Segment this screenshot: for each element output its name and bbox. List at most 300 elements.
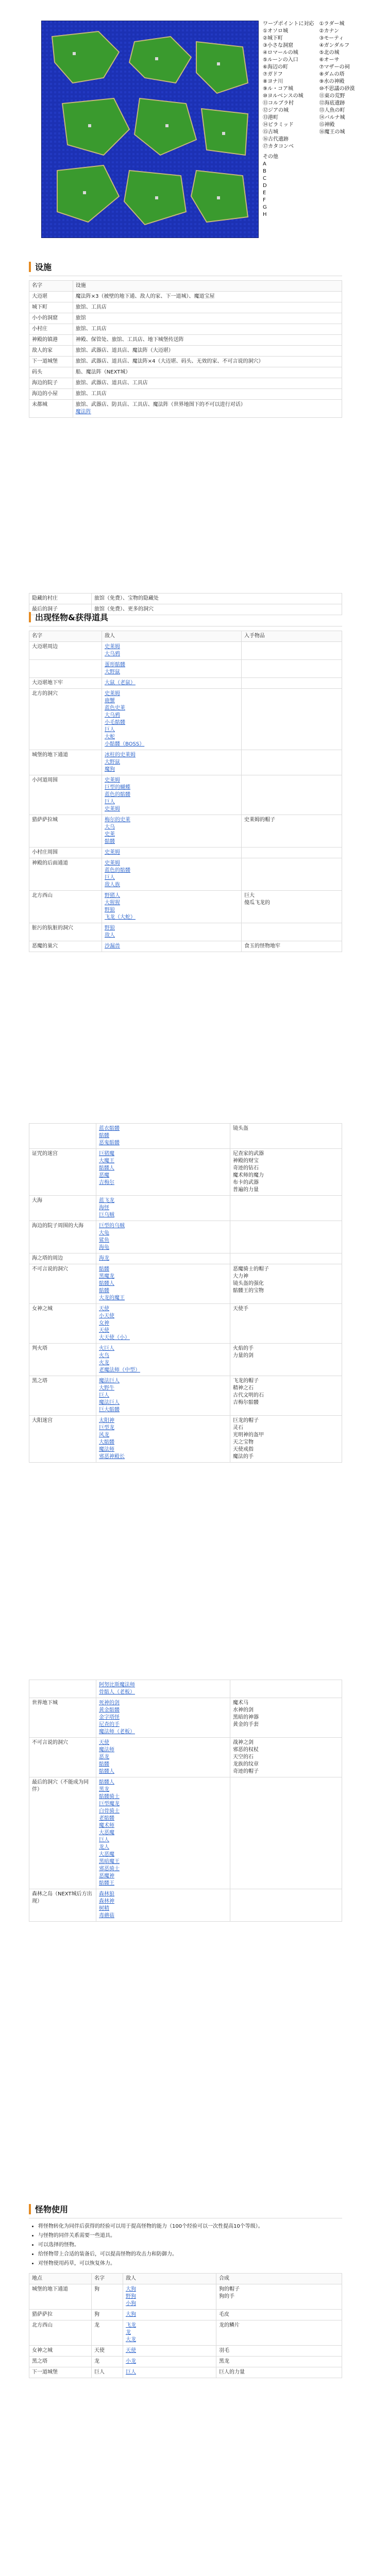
- use-enemies: [123, 2284, 216, 2310]
- use-enemies: [123, 2310, 216, 2320]
- monster-place: 森林之岛（NEXT城后方出现）: [29, 1889, 96, 1922]
- enemy-link[interactable]: 巨人: [105, 875, 115, 880]
- facility-name: 神殿的镇港: [29, 335, 73, 346]
- enemy-link[interactable]: 黄金骷髅: [99, 1707, 120, 1713]
- facility-list: 旅馆（免费）、更多的洞穴: [92, 604, 342, 615]
- table-row: [29, 848, 342, 858]
- facility-name: 隐藏的村庄: [29, 594, 92, 604]
- monster-enemies: [96, 1304, 230, 1344]
- monster-enemies: [96, 1777, 230, 1889]
- enemy-link[interactable]: 大魔王: [99, 1158, 114, 1164]
- enemy-link[interactable]: 死神的剑: [99, 1700, 120, 1706]
- enemy-link[interactable]: 骷髅人: [99, 1281, 114, 1286]
- monster-enemies: [96, 1698, 230, 1738]
- table-row: [29, 1149, 342, 1196]
- enemy-link[interactable]: 黑魔龙: [99, 1274, 114, 1279]
- monster-enemies: [102, 775, 242, 815]
- table-row: [29, 400, 342, 418]
- legend-entry: ⑤北の城: [319, 50, 340, 56]
- monster-enemies: [102, 678, 242, 689]
- use-name: 狗: [92, 2284, 123, 2310]
- enemy-link[interactable]: 野狼: [105, 925, 115, 931]
- legend-entry: ⑥オーサ: [319, 57, 340, 63]
- facility-list: 旅馆、工具店: [73, 302, 342, 313]
- enemy-link[interactable]: 海龙: [99, 1256, 109, 1261]
- table-row: [29, 2310, 342, 2320]
- table-row: [29, 2320, 342, 2346]
- facility-list: 船、魔法阵（NEXT城）: [73, 367, 342, 378]
- enemy-link[interactable]: 大骷髅: [99, 1439, 114, 1445]
- table-row: [29, 367, 342, 378]
- legend-entry: F: [263, 197, 266, 203]
- enemy-link[interactable]: 巨型龙: [99, 1425, 114, 1431]
- enemy-link[interactable]: 野狼: [105, 907, 115, 913]
- monster-items: 尼查家的武器 神殿的财宝 奇迹的钻石 魔术师的魔力 布卡的武器 普遍的力量: [230, 1149, 342, 1196]
- enemy-link[interactable]: 恶龙: [99, 1754, 109, 1760]
- enemy-link[interactable]: 魔狗: [105, 767, 115, 772]
- monster-enemies: [96, 1264, 230, 1304]
- note-item: • 将怪物转化为同伴后获得的经验可以用于提高怪物的能力（100个经验可以一次性提高10个等级）。: [38, 2223, 342, 2231]
- enemy-link[interactable]: 小骷髅（BOSS）: [105, 741, 145, 747]
- facility-name: 小村庄: [29, 324, 73, 335]
- enemy-link[interactable]: 史莱姆: [105, 806, 120, 812]
- facility-list: 旅馆、工具店: [73, 324, 342, 335]
- note-item: • 对怪物使用药草，可以恢复体力。: [38, 2260, 342, 2268]
- enemy-link[interactable]: 树精: [99, 1906, 109, 1911]
- facility-name: 大迈堪: [29, 292, 73, 302]
- enemy-link[interactable]: 巨人: [99, 1837, 109, 1843]
- monster-enemies: [96, 1221, 230, 1253]
- enemy-link[interactable]: 邪恶骑士: [99, 1866, 120, 1872]
- monster-use-table: [29, 2273, 342, 2378]
- monster-enemies: [102, 848, 242, 858]
- enemy-link[interactable]: 大蛇: [105, 734, 115, 740]
- facility-name: 海边的院子: [29, 378, 73, 389]
- enemy-link[interactable]: 天使: [99, 1740, 109, 1745]
- enemy-link[interactable]: 尼查的手: [99, 1722, 120, 1727]
- enemy-link[interactable]: 大乌: [105, 824, 115, 830]
- enemy-link[interactable]: 大龙的魔王: [99, 1295, 125, 1301]
- monster-items: [230, 1196, 342, 1221]
- table-row: [29, 923, 342, 941]
- monster-place: 不可言说的洞穴: [29, 1264, 96, 1304]
- enemy-link[interactable]: 天使: [126, 2348, 136, 2353]
- enemy-link[interactable]: 吉梅尔: [99, 1180, 114, 1185]
- enemy-link[interactable]: 飞龙: [126, 2323, 136, 2328]
- monster-items: [242, 660, 342, 678]
- enemy-link[interactable]: 蛋形骷髅: [105, 662, 125, 668]
- table-row: [29, 1889, 342, 1922]
- table-row: [29, 1124, 342, 1149]
- monster-items: [242, 642, 342, 660]
- enemy-link[interactable]: 鹿蟹: [105, 698, 115, 704]
- monsters-section: [29, 608, 342, 952]
- enemy-link[interactable]: 巨人: [99, 1393, 109, 1398]
- enemy-link[interactable]: 巨型的乌贼: [99, 1223, 125, 1229]
- map-area: [41, 21, 355, 247]
- use-place: 猎萨萨拉: [29, 2310, 92, 2320]
- enemy-link[interactable]: 魔法巨人: [99, 1400, 120, 1405]
- monster-enemies: [96, 1124, 230, 1149]
- monster-items: [242, 848, 342, 858]
- enemy-link[interactable]: 黑龙: [99, 1787, 109, 1792]
- enemy-link[interactable]: 大乌鸦: [105, 651, 120, 657]
- monster-items: [230, 1889, 342, 1922]
- use-place: 北方西山: [29, 2320, 92, 2346]
- legend-entry: ⑰カタコンベ: [263, 144, 294, 149]
- facility-name: 下一道城堡: [29, 357, 73, 367]
- enemy-link[interactable]: 毒蘑菇: [99, 1913, 114, 1919]
- monster-place: 北方的洞穴: [29, 689, 102, 750]
- table-row: [29, 1264, 342, 1304]
- enemy-link[interactable]: 天使: [99, 1328, 109, 1333]
- enemy-link[interactable]: 金字塔怪: [99, 1715, 120, 1720]
- enemy-link[interactable]: 史莱: [105, 832, 115, 837]
- enemy-link[interactable]: 骷髅人: [99, 1780, 114, 1785]
- enemy-link[interactable]: 骷髅人: [99, 1769, 114, 1774]
- monster-enemies: [102, 750, 242, 775]
- monster-place: 判火塔: [29, 1344, 96, 1376]
- monster-items: [230, 1777, 342, 1889]
- table-row: [29, 378, 342, 389]
- monster-place: 大迈堪周边: [29, 642, 102, 660]
- enemy-link[interactable]: 史莱姆: [105, 777, 120, 783]
- enemy-link[interactable]: 敌人族: [105, 882, 120, 888]
- enemy-link[interactable]: 魔法师: [99, 1747, 114, 1753]
- table-row: [29, 335, 342, 346]
- legend-entry: ⑫ジアの城: [263, 108, 289, 113]
- legend-entry: ⑩ヨルベンスの城: [263, 93, 303, 99]
- enemy-link[interactable]: 森林神: [99, 1899, 114, 1904]
- enemy-link[interactable]: 巨人: [105, 799, 115, 805]
- monster-items: [242, 923, 342, 941]
- monster-items: 战神之剑 邪恶的权杖 天空的石 龙族的纹章 奇迹的帽子: [230, 1738, 342, 1777]
- enemy-link[interactable]: 太阳神: [99, 1418, 114, 1423]
- enemy-link[interactable]: 大天使（小）: [99, 1335, 130, 1341]
- monster-place: 脏污的肮脏的洞穴: [29, 923, 102, 941]
- monster-place: 世界地下城: [29, 1698, 96, 1738]
- enemy-link[interactable]: 骷髅: [99, 1266, 109, 1272]
- table-row: [29, 1416, 342, 1463]
- enemy-link[interactable]: 龙人: [99, 1844, 109, 1850]
- facility-name: 最后的洞子: [29, 604, 92, 615]
- enemy-link[interactable]: 飞龙（大蛇）: [105, 914, 136, 920]
- monster-enemies: [102, 642, 242, 660]
- enemy-link[interactable]: 大乌鸦: [105, 713, 120, 718]
- enemy-link[interactable]: 女神: [99, 1320, 109, 1326]
- monster-items: 飞龙的帽子 精神之石 古代文明的石 吉梅尔骷髅: [230, 1376, 342, 1416]
- legend-entry: ⑦ガドフ: [263, 72, 283, 77]
- use-name: 狗: [92, 2310, 123, 2320]
- legend-entry: ⑭バルナ城: [319, 115, 345, 121]
- legend-entry: ⑧ヨナ川: [263, 79, 283, 84]
- enemy-link[interactable]: 巨猪魔: [99, 1151, 114, 1157]
- legend-entry: ⑮神殿: [319, 122, 335, 128]
- enemy-link[interactable]: 海怪: [99, 1205, 109, 1211]
- use-enemies: [123, 2357, 216, 2367]
- enemy-link[interactable]: 大猩猩: [105, 900, 120, 906]
- enemy-link[interactable]: 鲨鱼: [99, 1238, 109, 1243]
- enemy-link[interactable]: 大龙: [126, 2337, 136, 2343]
- monster-place: [29, 1680, 96, 1698]
- legend-entry: ⑨水の神殿: [319, 79, 345, 84]
- enemy-link[interactable]: 骷髅骑士: [99, 1794, 120, 1800]
- enemy-link[interactable]: 梅尔的史莱: [105, 817, 130, 823]
- enemy-link[interactable]: 小毛骷髅: [105, 720, 125, 725]
- enemy-link[interactable]: 骷髅王: [99, 1880, 114, 1886]
- table-row: [29, 346, 342, 357]
- use-place: 女神之城: [29, 2346, 92, 2357]
- enemy-link[interactable]: 骷髅: [99, 1133, 109, 1139]
- use-enemies: [123, 2346, 216, 2357]
- table-row: [29, 2367, 342, 2378]
- monster-place: 神殿的后面通道: [29, 858, 102, 891]
- monster-use-notes: [29, 2223, 342, 2268]
- legend-entry: ②カナン: [319, 28, 339, 34]
- table-row: [29, 1253, 342, 1264]
- enemy-link[interactable]: 大龟: [99, 1230, 109, 1236]
- monster-place: 大迈堪地下牢: [29, 678, 102, 689]
- legend-extra-column: [263, 154, 340, 218]
- enemy-link[interactable]: 龙: [126, 2330, 131, 2335]
- enemy-link[interactable]: 白骨骑士: [99, 1808, 120, 1814]
- monsters-header: [29, 608, 342, 626]
- table-row: [29, 357, 342, 367]
- table-row: [29, 2284, 342, 2310]
- enemy-link[interactable]: 恶魔: [99, 1173, 109, 1178]
- monster-place: [29, 660, 102, 678]
- enemy-link[interactable]: 恶鬼骷髅: [99, 1140, 120, 1146]
- enemy-link[interactable]: 史莱姆: [105, 644, 120, 650]
- monster-place: 小村庄周围: [29, 848, 102, 858]
- monster-place: [29, 1124, 96, 1149]
- table-row: [29, 1698, 342, 1738]
- enemy-link[interactable]: 骨骷人（老板）: [99, 1689, 135, 1695]
- facility-list: 旅馆: [73, 313, 342, 324]
- note-item: • 可以选择的怪物。: [38, 2241, 342, 2249]
- table-row: [29, 302, 342, 313]
- facilities-title: 设施: [35, 262, 52, 272]
- legend-entry: A: [263, 161, 266, 167]
- enemy-link[interactable]: 小狗: [126, 2301, 136, 2307]
- table-row: [29, 1221, 342, 1253]
- legend-entry: ②城下町: [263, 36, 283, 41]
- facilities-col-facility: 设施: [73, 281, 342, 292]
- monster-place: 城堡的地下通道: [29, 750, 102, 775]
- enemy-link[interactable]: 阿努比斯魔法师: [99, 1682, 135, 1688]
- use-result: 龙的鳞片: [216, 2320, 342, 2346]
- table-row: [29, 324, 342, 335]
- monster-place: 海之塔的周边: [29, 1253, 96, 1264]
- enemy-link[interactable]: 骷髅人: [99, 1165, 114, 1171]
- enemy-link[interactable]: 蓝衣骷髅: [99, 1126, 120, 1131]
- legend-entry: ⑪コルブラ村: [263, 100, 294, 106]
- enemy-link[interactable]: 魔法巨人: [99, 1378, 120, 1384]
- enemy-link[interactable]: 大鼠（老鼠）: [105, 680, 136, 686]
- facility-list: 旅馆、武器店、道具店、魔法阵×4（大迈堪、码头、无效的家、不可言说的洞穴）: [73, 357, 342, 367]
- monster-items: [242, 858, 342, 891]
- legend-entry: ①ラダー城: [319, 21, 345, 27]
- monsters-title: 出现怪物&获得道具: [35, 613, 108, 622]
- enemy-link[interactable]: 巨人: [105, 727, 115, 733]
- enemy-link[interactable]: 黑暗魔王: [99, 1859, 120, 1865]
- enemy-link[interactable]: 邪恶神殿长: [99, 1454, 125, 1460]
- legend-entry: ⑨ル・コア城: [263, 86, 293, 92]
- enemy-link[interactable]: 蓝色的骷髅: [105, 868, 130, 873]
- use-result: 狗的帽子 狗的手: [216, 2284, 342, 2310]
- section-accent: [29, 2204, 31, 2214]
- legend-entry: ⑬人魚の町: [319, 108, 345, 113]
- facility-name: 海边的小屋: [29, 389, 73, 400]
- monsters-table: [29, 631, 342, 952]
- facility-name: 码头: [29, 367, 73, 378]
- enemy-link[interactable]: 魔法师（老板）: [99, 1729, 135, 1735]
- enemy-link[interactable]: 巨乌贼: [99, 1212, 114, 1218]
- monster-enemies: [102, 660, 242, 678]
- legend-entry: D: [263, 183, 267, 189]
- legend-right-column: [319, 21, 355, 150]
- enemy-link[interactable]: 巨型的蝴蝶: [105, 785, 130, 790]
- enemy-link[interactable]: 史莱姆: [105, 691, 120, 697]
- monsters-table-2: [29, 1123, 342, 1463]
- monster-place: 小河道周围: [29, 775, 102, 815]
- enemy-link[interactable]: 森林狼: [99, 1891, 114, 1897]
- mu-col-result: 合成: [216, 2274, 342, 2284]
- enemy-link[interactable]: 火龙: [99, 1360, 109, 1366]
- legend-entry: ⑬港町: [263, 115, 278, 121]
- enemy-link[interactable]: 蓝色的骷髅: [105, 792, 130, 798]
- monster-items: 天使手: [230, 1304, 342, 1344]
- enemy-link[interactable]: 巨人: [126, 2369, 136, 2375]
- enemy-link[interactable]: 蓝色史莱: [105, 705, 125, 711]
- monster-place: 不可言说的洞穴: [29, 1738, 96, 1777]
- monster-items: 巨大 傻瓜飞龙的: [242, 891, 342, 923]
- facility-name: 小小的洞窟: [29, 313, 73, 324]
- enemy-link[interactable]: 骷髅: [99, 1761, 109, 1767]
- enemy-link[interactable]: 大狗: [126, 2286, 136, 2292]
- enemy-link[interactable]: 史莱姆: [105, 860, 120, 866]
- table-row: [29, 2346, 342, 2357]
- legend-entry: B: [263, 168, 266, 174]
- enemy-link[interactable]: 火鸟: [99, 1353, 109, 1359]
- legend-entry: ⑪東の荒野: [319, 93, 345, 99]
- enemy-link[interactable]: 老魔法师（中型）: [99, 1367, 140, 1373]
- monsters-section-2: [29, 1123, 342, 1463]
- use-result: 巨人的力量: [216, 2367, 342, 2378]
- legend-entry: ①オソロ城: [263, 28, 288, 34]
- legend-entry: G: [263, 205, 267, 210]
- use-enemies: [123, 2367, 216, 2378]
- enemy-link[interactable]: 大狗: [126, 2312, 136, 2317]
- enemy-link[interactable]: 野猪人: [105, 893, 120, 899]
- monster-place: 北方西山: [29, 891, 102, 923]
- monster-enemies: [102, 891, 242, 923]
- table-row: [29, 1680, 342, 1698]
- monster-items: 镜头盔: [230, 1124, 342, 1149]
- facility-list: 旅馆、工具店: [73, 389, 342, 400]
- monster-place: 证咒的迷宫: [29, 1149, 96, 1196]
- use-place: 城堡的地下通道: [29, 2284, 92, 2310]
- enemy-link[interactable]: 野狗: [126, 2294, 136, 2299]
- monsters-col-enemies: 敌人: [102, 631, 242, 642]
- enemy-link[interactable]: 大野牛: [99, 1385, 114, 1391]
- legend-entry: C: [263, 176, 266, 181]
- table-row: [29, 660, 342, 678]
- enemy-link[interactable]: 冰柱的史莱姆: [105, 752, 136, 758]
- facility-name: 未都城: [29, 400, 73, 418]
- monster-items: 火焰的手 力量的剑: [230, 1344, 342, 1376]
- table-row: [29, 2357, 342, 2367]
- enemy-link[interactable]: 大野鼠: [105, 669, 120, 675]
- table-row: [29, 1304, 342, 1344]
- enemy-link[interactable]: 大恶魔: [99, 1830, 114, 1836]
- enemy-link[interactable]: 骷髅: [99, 1288, 109, 1294]
- enemy-link[interactable]: 海龟: [99, 1245, 109, 1250]
- legend-entry: E: [263, 190, 266, 196]
- enemy-link[interactable]: 小龙: [126, 2359, 136, 2364]
- legend-entry: ⑤ルーンの入口: [263, 57, 298, 63]
- enemy-link[interactable]: 小天使: [99, 1313, 114, 1319]
- facility-name: 敌人的家: [29, 346, 73, 357]
- use-name: 巨人: [92, 2367, 123, 2378]
- enemy-link[interactable]: 老骷髅: [99, 1816, 114, 1821]
- monster-items: [242, 775, 342, 815]
- monster-items: 巨龙的帽子 灵石 光明神的盔甲 天之宝物 天使戒指 魔法的手: [230, 1416, 342, 1463]
- enemy-link[interactable]: 火巨人: [99, 1346, 114, 1351]
- enemy-link[interactable]: 风龙: [99, 1432, 109, 1438]
- use-result: 黑龙: [216, 2357, 342, 2367]
- facility-link[interactable]: 魔法阵: [75, 409, 91, 415]
- monster-place: 恶魔的巢穴: [29, 941, 102, 952]
- use-place: 黑之塔: [29, 2357, 92, 2367]
- enemy-link[interactable]: 大野鼠: [105, 759, 120, 765]
- legend-entry: ⑦マザーの祠: [319, 64, 350, 70]
- legend-entry: ⑮古城: [263, 129, 278, 135]
- enemy-link[interactable]: 骷髅: [105, 839, 115, 844]
- use-result: 毛皮: [216, 2310, 342, 2320]
- monster-enemies: [96, 1680, 230, 1698]
- facility-list: 神殿、保管处、旅馆、工具店、地下城堡传送阵: [73, 335, 342, 346]
- legend-entry: ⑧ダムの塔: [319, 72, 345, 77]
- facility-list: 魔法阵×3（被壁的地下通、敌人的家、下一道城）、魔道宝屋: [73, 292, 342, 302]
- table-row: [29, 941, 342, 952]
- enemy-link[interactable]: 魔法师: [99, 1447, 114, 1452]
- enemy-link[interactable]: 沙漏兽: [105, 943, 120, 949]
- monster-items: [242, 689, 342, 750]
- table-row: [29, 1738, 342, 1777]
- monster-items: [242, 750, 342, 775]
- enemy-link[interactable]: 恶魔神: [99, 1873, 114, 1879]
- facility-list: 旅馆（免费）、宝物的隐藏处: [92, 594, 342, 604]
- world-map-image: [42, 21, 258, 238]
- enemy-link[interactable]: 史莱姆: [105, 850, 120, 855]
- legend-entry: ワープポイントに対応: [263, 21, 314, 27]
- enemy-link[interactable]: 巨型魔龙: [99, 1801, 120, 1807]
- monster-place: 海边的院子周围的大海: [29, 1221, 96, 1253]
- table-row: [29, 594, 342, 604]
- enemy-link[interactable]: 魔术师: [99, 1823, 114, 1828]
- enemy-link[interactable]: 蓝飞龙: [99, 1198, 114, 1204]
- enemy-link[interactable]: 天使: [99, 1306, 109, 1312]
- use-name: 天使: [92, 2346, 123, 2357]
- monster-enemies: [102, 815, 242, 848]
- monster-items: 魔术马 水神的剑 黑暗的神器 黄金的手套: [230, 1698, 342, 1738]
- monsters-table-3: [29, 1680, 342, 1922]
- legend-entry: ④ガンダルフ: [319, 43, 350, 48]
- enemy-link[interactable]: 敌人: [105, 933, 115, 938]
- enemy-link[interactable]: 巨大骷髅: [99, 1407, 120, 1413]
- enemy-link[interactable]: 大恶魔: [99, 1852, 114, 1857]
